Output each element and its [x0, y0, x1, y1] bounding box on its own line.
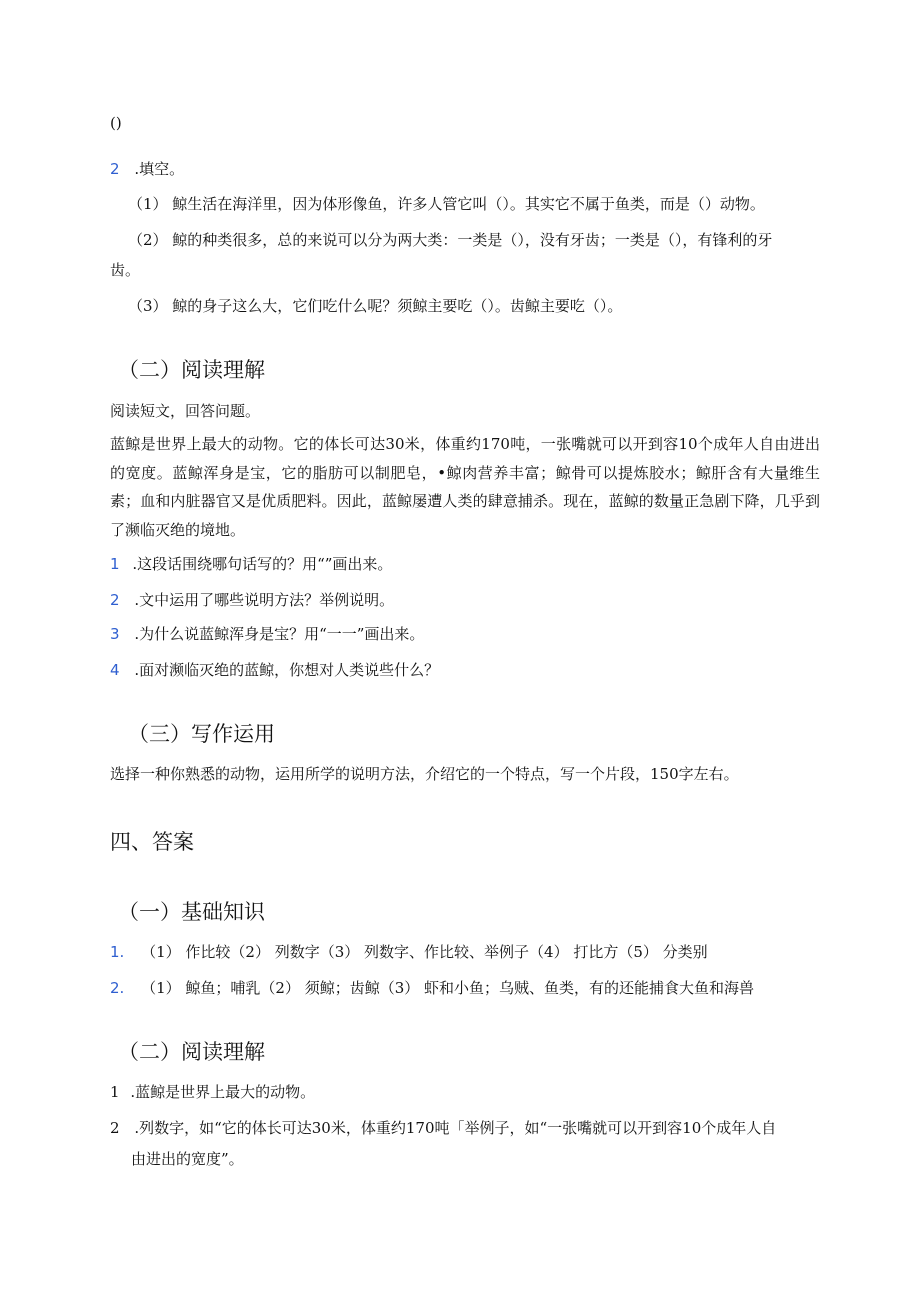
reading-question-2-text: .文中运用了哪些说明方法？举例说明。	[134, 591, 395, 609]
reading-question-3-number: 3	[110, 625, 120, 643]
answers-reading-heading: （二）阅读理解	[118, 1040, 265, 1064]
top-paren: ()	[110, 114, 122, 132]
answer-basic-1-text: （1） 作比较（2） 列数字（3） 列数字、作比较、举例子（4） 打比方（5） 分类别	[141, 943, 708, 961]
reading-passage: 蓝鲸是世界上最大的动物。它的体长可达30米，体重约170吨，一张嘴就可以开到容10个成年人自由进出的宽度。蓝鲸浑身是宝，它的脂肪可以制肥皂，•鲸肉营养丰富；鲸骨可以提炼胶水；鲸肝含有大量维生素；血和内脏器官又是优质肥料。因此，蓝鲸屡遭人类的肆意捕杀。现在，蓝鲸的数量正急剧下降，几乎到了濒临灭绝的境地。	[110, 435, 820, 539]
reading-question-4	[110, 663, 439, 678]
reading-question-1-number: 1	[110, 555, 120, 573]
answer-basic-2-text: （1） 鲸鱼；哺乳（2） 须鲸；齿鲸（3） 虾和小鱼；乌贼、鱼类，有的还能捕食大鱼和海兽	[141, 979, 755, 997]
answer-reading-2-number: 2	[110, 1119, 120, 1137]
q2-item-2-line-1: （2） 鲸的种类很多，总的来说可以分为两大类：一类是（），没有牙齿；一类是（），有锋利的牙	[128, 231, 773, 249]
q2-title: .填空。	[134, 160, 185, 178]
q2-title-line	[110, 162, 184, 177]
writing-heading: （三）写作运用	[128, 722, 275, 746]
q2-item-1: （1） 鲸生活在海洋里，因为体形像鱼，许多人管它叫（）。其实它不属于鱼类，而是（）动物。	[128, 195, 765, 213]
answer-reading-1	[110, 1085, 315, 1100]
reading-question-1	[110, 557, 392, 572]
answer-reading-1-text: .蓝鲸是世界上最大的动物。	[130, 1083, 316, 1101]
answers-heading: 四、答案	[110, 830, 194, 854]
answer-reading-2-line-2: 由进出的宽度”。	[131, 1150, 244, 1168]
reading-question-2-number: 2	[110, 591, 120, 609]
reading-question-4-text: .面对濒临灭绝的蓝鲸，你想对人类说些什么？	[134, 661, 440, 679]
answers-basic-heading: （一）基础知识	[118, 900, 265, 924]
q2-item-2-line-2: 齿。	[110, 261, 141, 279]
reading-question-3-text: .为什么说蓝鲸浑身是宝？用“一一”画出来。	[134, 625, 425, 643]
answer-basic-1-number: 1.	[110, 943, 125, 961]
answer-reading-2-text-a: .列数字，如“它的体长可达30米，体重约170吨「举例子，如“一张嘴就可以开到容10个成年人自	[134, 1119, 777, 1137]
answer-reading-2-line-1	[110, 1121, 776, 1136]
answer-basic-2	[110, 981, 754, 996]
writing-prompt: 选择一种你熟悉的动物，运用所学的说明方法，介绍它的一个特点，写一个片段，150字左右。	[110, 765, 739, 783]
q2-number: 2	[110, 160, 120, 178]
answer-basic-2-number: 2.	[110, 979, 125, 997]
answer-basic-1	[110, 945, 708, 960]
reading-question-4-number: 4	[110, 661, 120, 679]
reading-question-1-text: .这段话围绕哪句话写的？用“”画出来。	[132, 555, 393, 573]
reading-question-3	[110, 627, 424, 642]
reading-heading: （二）阅读理解	[118, 358, 265, 382]
answer-reading-1-number: 1	[110, 1083, 120, 1101]
reading-intro: 阅读短文，回答问题。	[110, 402, 261, 420]
reading-question-2	[110, 593, 394, 608]
q2-item-3: （3） 鲸的身子这么大，它们吃什么呢？须鲸主要吃（）。齿鲸主要吃（）。	[128, 297, 623, 315]
